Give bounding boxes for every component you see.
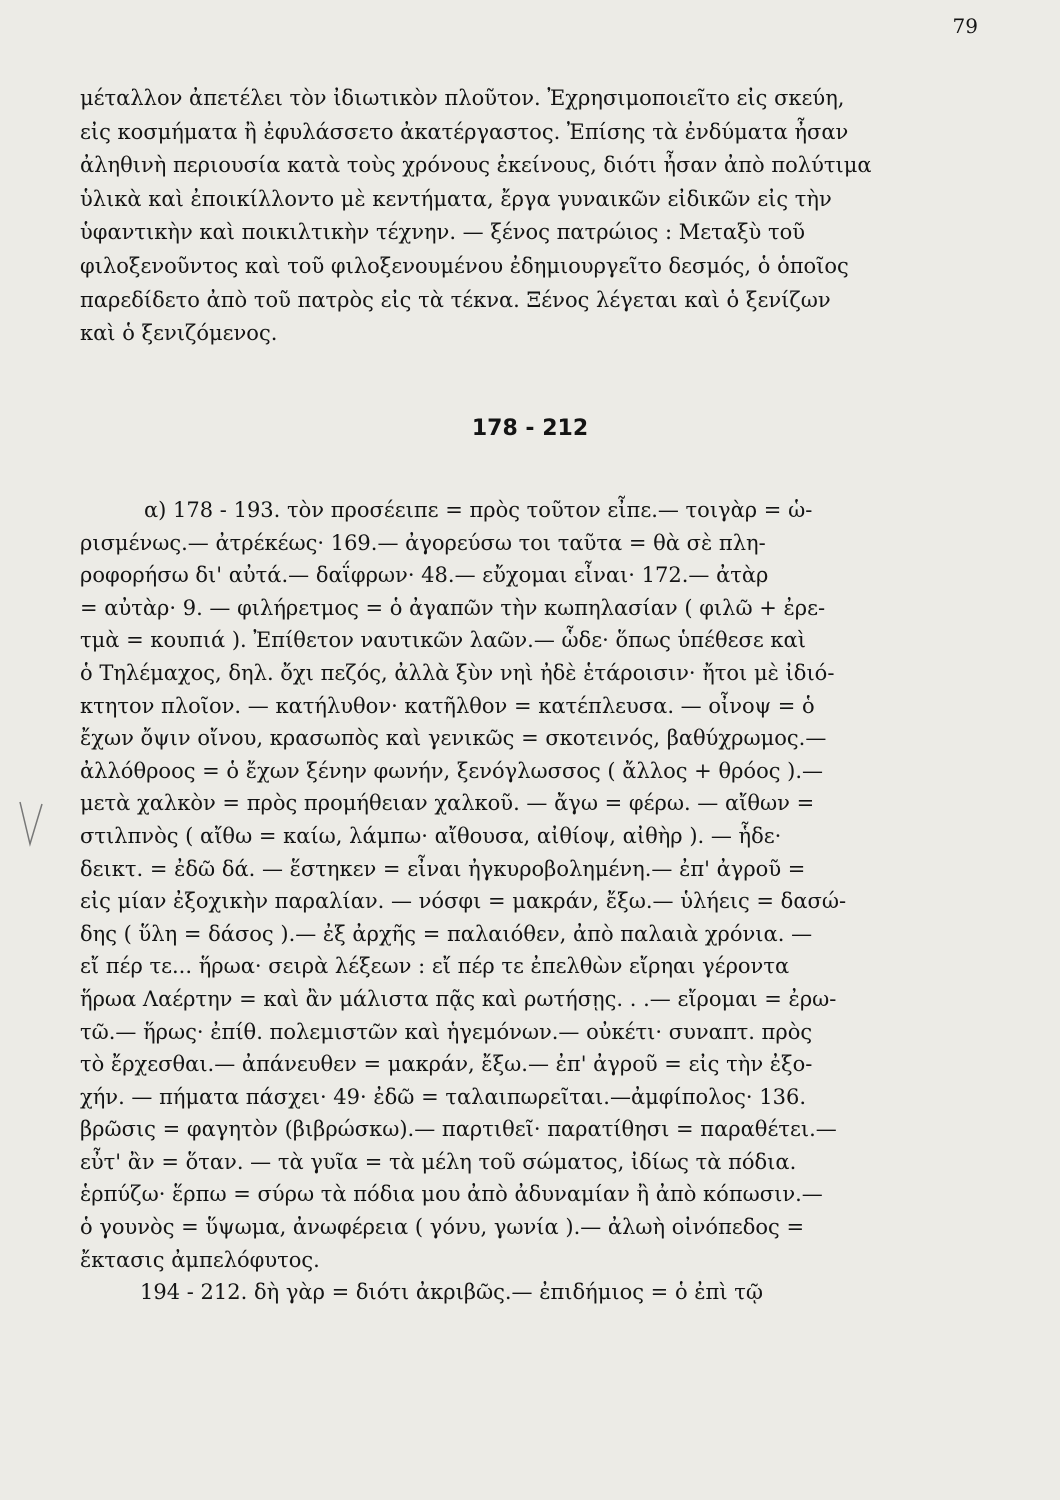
text-line: ἔχων ὄψιν οἴνου, κρασωπὸς καὶ γενικῶς = σκοτεινός, βαθύχρωμος.— [80,726,827,751]
text-line: μετὰ χαλκὸν = πρὸς προμήθειαν χαλκοῦ. — ἄγω = φέρω. — αἴθων = [80,791,815,816]
text-line: ροφορήσω δι' αὐτά.— δαΐφρων· 48.— εὔχομαι εἶναι· 172.— ἀτὰρ [80,563,769,588]
text-line: φιλοξενοῦντος καὶ τοῦ φιλοξενουμένου ἐδημιουργεῖτο δεσμός, ὁ ὁποῖος [80,253,849,278]
text-line: εἰς μίαν ἐξοχικὴν παραλίαν. — νόσφι = μακράν, ἔξω.— ὑλήεις = δασώ- [80,889,847,914]
text-line: α) 178 - 193. τὸν προσέειπε = πρὸς τοῦτον εἶπε.— τοιγὰρ = ὡ- [144,498,813,522]
text-line: ἥρωα Λαέρτην = καὶ ἂν μάλιστα πᾷς καὶ ρωτήσῃς. . .— εἴρομαι = ἐρω- [80,986,837,1011]
text-line: μέταλλον ἀπετέλει τὸν ἰδιωτικὸν πλοῦτον. Ἐχρησιμοποιεῖτο εἰς σκεύη, [80,86,845,110]
text-line: ρισμένως.— ἀτρέκέως· 169.— ἀγορεύσω τοι ταῦτα = θὰ σὲ πλη- [80,530,766,555]
text-line: δης ( ὕλη = δάσος ).— ἐξ ἀρχῆς = παλαιόθεν, ἀπὸ παλαιὰ χρόνια. — [80,921,813,946]
text-line: ἑρπύζω· ἕρπω = σύρω τὰ πόδια μου ἀπὸ ἀδυναμίαν ἢ ἀπὸ κόπωσιν.— [80,1182,823,1207]
text-line: στιλπνὸς ( αἴθω = καίω, λάμπω· αἴθουσα, αἰθίοψ, αἰθὴρ ). — ἧδε· [80,823,782,848]
text-line: εἰς κοσμήματα ἢ ἐφυλάσσετο ἀκατέργαστος. Ἐπίσης τὰ ἐνδύματα ἦσαν [80,119,849,144]
text-line: ἔκτασις ἀμπελόφυτος. [80,1247,320,1272]
text-line: καὶ ὁ ξενιζόμενος. [80,321,278,346]
text-line: παρεδίδετο ἀπὸ τοῦ πατρὸς εἰς τὰ τέκνα. Ξένος λέγεται καὶ ὁ ξενίζων [80,287,831,312]
text-line: εἴ πέρ τε... ἥρωα· σειρὰ λέξεων : εἴ πέρ τε ἐπελθὼν εἴρηαι γέροντα [80,954,790,979]
text-line: ὑφαντικὴν καὶ ποικιλτικὴν τέχνην. — ξένος πατρώιος : Μεταξὺ τοῦ [80,220,805,245]
section-heading: 178 - 212 [471,416,589,441]
text-line: τμὰ = κουπιά ). Ἐπίθετον ναυτικῶν λαῶν.— ὧδε· ὅπως ὑπέθεσε καὶ [80,628,806,653]
text-line: ἀλλόθροος = ὁ ἔχων ξένην φωνήν, ξενόγλωσσος ( ἄλλος + θρόος ).— [80,758,824,783]
text-line: 194 - 212. δὴ γὰρ = διότι ἀκριβῶς.— ἐπιδήμιος = ὁ ἐπὶ τῷ [140,1280,763,1305]
text-line: ὁ Τηλέμαχος, δηλ. ὄχι πεζός, ἀλλὰ ξὺν νηὶ ἠδὲ ἑτάροισιν· ἤτοι μὲ ἰδιό- [80,660,835,685]
text-line: ὁ γουνὸς = ὕψωμα, ἀνωφέρεια ( γόνυ, γωνία ).— ἀλωὴ οἰνόπεδος = [80,1215,805,1240]
text-line: χήν. — πήματα πάσχει· 49· ἐδῶ = ταλαιπωρεῖται.—ἀμφίπολος· 136. [80,1084,806,1109]
text-line: τὸ ἔρχεσθαι.— ἀπάνευθεν = μακράν, ἔξω.— ἐπ' ἀγροῦ = εἰς τὴν ἐξο- [80,1052,813,1077]
text-line: βρῶσις = φαγητὸν (βιβρώσκω).— παρτιθεῖ· παρατίθησι = παραθέτει.— [80,1117,837,1142]
text-line: ἀληθινὴ περιουσία κατὰ τοὺς χρόνους ἐκείνους, διότι ἦσαν ἀπὸ πολύτιμα [80,153,872,178]
text-line: κτητον πλοῖον. — κατήλυθον· κατῆλθον = κατέπλευσα. — οἶνοψ = ὁ [80,693,815,718]
text-line: τῶ.— ἥρως· ἐπίθ. πολεμιστῶν καὶ ἡγεμόνων.— οὐκέτι· συναπτ. πρὸς [80,1019,813,1044]
page-number: 79 [952,14,978,38]
text-line: = αὐτὰρ· 9. — φιλήρετμος = ὁ ἀγαπῶν τὴν κωπηλασίαν ( φιλῶ + ἐρε- [80,595,826,620]
text-line: ὑλικὰ καὶ ἐποικίλλοντο μὲ κεντήματα, ἔργα γυναικῶν εἰδικῶν εἰς τὴν [80,186,832,211]
commentary-paragraph-1 [80,82,978,351]
margin-pencil-mark [18,800,44,850]
commentary-paragraph-2 [80,494,978,1309]
text-line: δεικτ. = ἐδῶ δά. — ἕστηκεν = εἶναι ἠγκυροβολημένη.— ἐπ' ἀγροῦ = [80,856,806,881]
text-line: εὖτ' ἂν = ὅταν. — τὰ γυῖα = τὰ μέλη τοῦ σώματος, ἰδίως τὰ πόδια. [80,1149,797,1174]
